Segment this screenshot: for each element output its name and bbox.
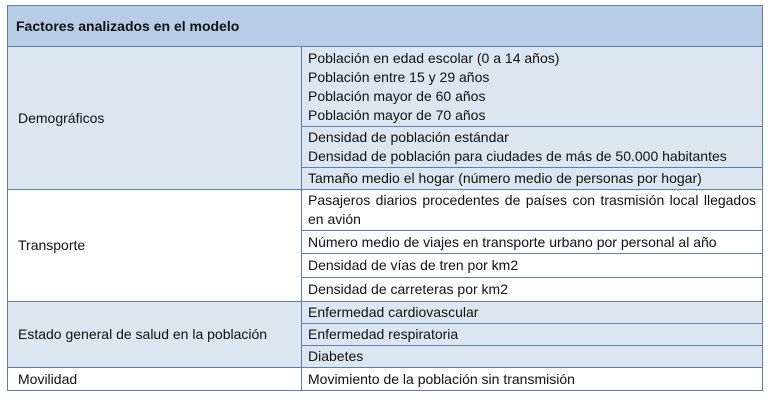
table-row [8,368,763,391]
category-demograficos: Demográficos [8,47,302,190]
factor-item: Población mayor de 70 años [308,106,486,123]
factor-item: Tamaño medio el hogar (número medio de personas por hogar) [308,170,702,186]
factor-cell [302,278,763,302]
factor-cell [302,254,763,278]
factor-cell [302,190,763,231]
category-transporte: Transporte [8,190,302,302]
table-header: Factores analizados en el modelo [8,6,763,47]
factor-item: Densidad de vías de tren por km2 [308,257,519,273]
table-row [8,190,763,231]
factor-item: Número medio de viajes en transporte urbano por personal al año [308,233,717,250]
factor-item: Densidad de población para ciudades de más de 50.000 habitantes [308,148,727,164]
table-row [8,47,763,127]
factor-item: Enfermedad respiratoria [308,326,459,342]
category-movilidad: Movilidad [8,368,302,391]
factor-item: Población en edad escolar (0 a 14 años) [308,49,560,66]
factor-cell [302,231,763,254]
factor-cell [302,168,763,190]
factor-item: Diabetes [308,348,364,364]
factors-table [7,5,763,391]
factor-cell [302,127,763,168]
factor-cell [302,346,763,368]
factor-item: Densidad de carreteras por km2 [308,281,508,297]
factor-cell [302,368,763,391]
factor-item: Enfermedad cardiovascular [308,304,479,320]
factor-item: Densidad de población estándar [308,129,509,145]
table-header-row [8,6,763,47]
factor-item: Pasajeros diarios procedentes de países con trasmisión local llegados en avión [308,192,757,227]
table-row [8,302,763,324]
factor-item: Movimiento de la población sin transmisión [308,370,575,387]
category-salud: Estado general de salud en la población [8,302,302,368]
factor-item: Población entre 15 y 29 años [308,68,490,85]
factor-cell [302,47,763,127]
factor-item: Población mayor de 60 años [308,87,486,104]
factor-cell [302,324,763,346]
factor-cell [302,302,763,324]
